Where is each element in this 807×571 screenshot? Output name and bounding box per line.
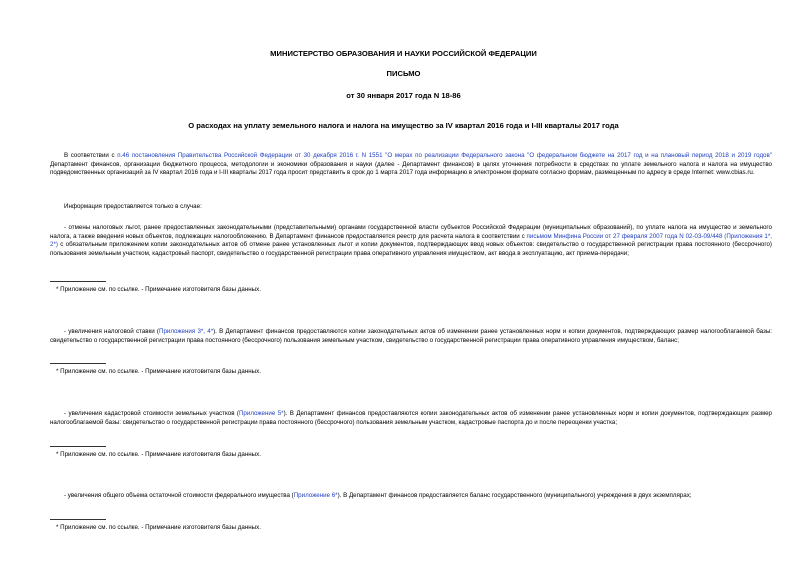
item1-text-3: с обязательным приложением копии законодательных актов об отмене ранее установленных льгот и копии документов, подтверждающих ввод новых объектов: свидетельство о государственной регистрации права постоянного (бессрочного) пользования земельным участком, кадастровый паспорт, свидетельство о государственной регистрации права оперативного управления имуществом, акт ввода в эксплуатацию, акт приема-передачи; xyxy=(50,241,772,258)
info-line: Информация предоставляется только в случае: xyxy=(64,203,202,210)
item3-text-2: ). В Департамент финансов предоставляются копии законодательных актов об изменении ранее установленных норм и копии документов, подтверждающих размер налогооблагаемой базы: свидетельство о государственной регистрации права постоянного (бессрочного) пользования земельным участком, кадастровые паспорта до и после переоценки участка; xyxy=(50,410,772,426)
footnote: * Приложение см. по ссылке. - Примечание изготовителя базы данных. xyxy=(56,524,261,531)
item2-text-1: - увеличения налоговой ставки ( xyxy=(64,328,159,335)
footnote-divider xyxy=(50,446,106,447)
ministry-heading: МИНИСТЕРСТВО ОБРАЗОВАНИЯ И НАУКИ РОССИЙСКОЙ ФЕДЕРАЦИИ xyxy=(270,49,537,58)
appendix-5-link[interactable]: Приложение 5* xyxy=(238,410,284,417)
intro-text-2: Департамент финансов, организации бюджетного процесса, методологии и экономики образования и науки (далее - Департамент финансов) в целях уточнения потребности в средствах по уплате земельного налога и налога на имущество подведомственных организаций за IV квартал 2016 года и I-III кварталы 2017 года просит представить в срок до 1 марта 2017 года информацию в электронном формате согласно формам, размещенным по адресу в среде Internet: www.cbias.ru. xyxy=(50,160,772,177)
document-date-number: от 30 января 2017 года N 18-86 xyxy=(346,91,461,100)
footnote-divider xyxy=(50,363,106,364)
item4-text-2: ). В Департамент финансов предоставляется баланс государственного (муниципального) учреждения в двух экземплярах; xyxy=(337,492,692,499)
footnote: * Приложение см. по ссылке. - Примечание изготовителя базы данных. xyxy=(56,368,261,375)
footnote: * Приложение см. по ссылке. - Примечание изготовителя базы данных. xyxy=(56,451,261,458)
item4-text-1: - увеличения общего объема остаточной стоимости федерального имущества ( xyxy=(64,492,294,499)
intro-text-1: В соответствии с xyxy=(64,152,118,159)
document-title: О расходах на уплату земельного налога и налога на имущество за IV квартал 2016 года и I-III кварталы 2017 года xyxy=(188,121,619,130)
footnote-divider xyxy=(50,281,106,282)
minfin-letter-link[interactable]: письмом Минфина России от 27 февраля 2007 года N 02-03-09/448 xyxy=(526,232,723,240)
appendix-3-4-link[interactable]: Приложения 3*, 4* xyxy=(159,328,214,335)
appendix-6-link[interactable]: Приложение 6* xyxy=(293,492,338,499)
item-tax-rate xyxy=(50,328,772,345)
document-type: ПИСЬМО xyxy=(386,69,421,78)
item3-text-1: - увеличения кадастровой стоимости земельных участков ( xyxy=(64,410,239,417)
footnote-divider xyxy=(50,519,106,520)
item-federal-property xyxy=(50,492,772,501)
intro-paragraph xyxy=(50,152,772,178)
item1-text-1: - отмены налоговых льгот, ранее предоставленных законодательными (представительными) органами государственной власти субъектов Российской Федерации (муниципальных образований), по уплате налога на имущество и земельного налога, а также введения новых объектов, подлежащих налогообложению. В Департамент финансов предоставляется реестр для расчета налога в соответствии с xyxy=(50,224,772,240)
item-tax-exemptions xyxy=(50,224,772,259)
appendix-1-2-link[interactable]: (Приложения 1*, 2*) xyxy=(50,232,772,249)
item-cadastral-value xyxy=(50,410,772,427)
item2-text-2: ). В Департамент финансов предоставляются копии законодательных актов об изменении ранее установленных норм и копии документов, подтверждающих размер налогооблагаемой базы: свидетельство о государственной регистрации права постоянного (бессрочного) пользования земельным участком, свидетельство о государственной регистрации права оперативного управления имуществом, баланс; xyxy=(50,328,773,344)
resolution-link[interactable]: п.46 постановления Правительства Российской Федерации от 30 декабря 2016 г. N 1551 "О мерах по реализации Федерального закона "О федеральном бюджете на 2017 год и на плановый период 2018 и 2019 годов" xyxy=(117,152,772,159)
footnote: * Приложение см. по ссылке. - Примечание изготовителя базы данных. xyxy=(56,286,261,293)
